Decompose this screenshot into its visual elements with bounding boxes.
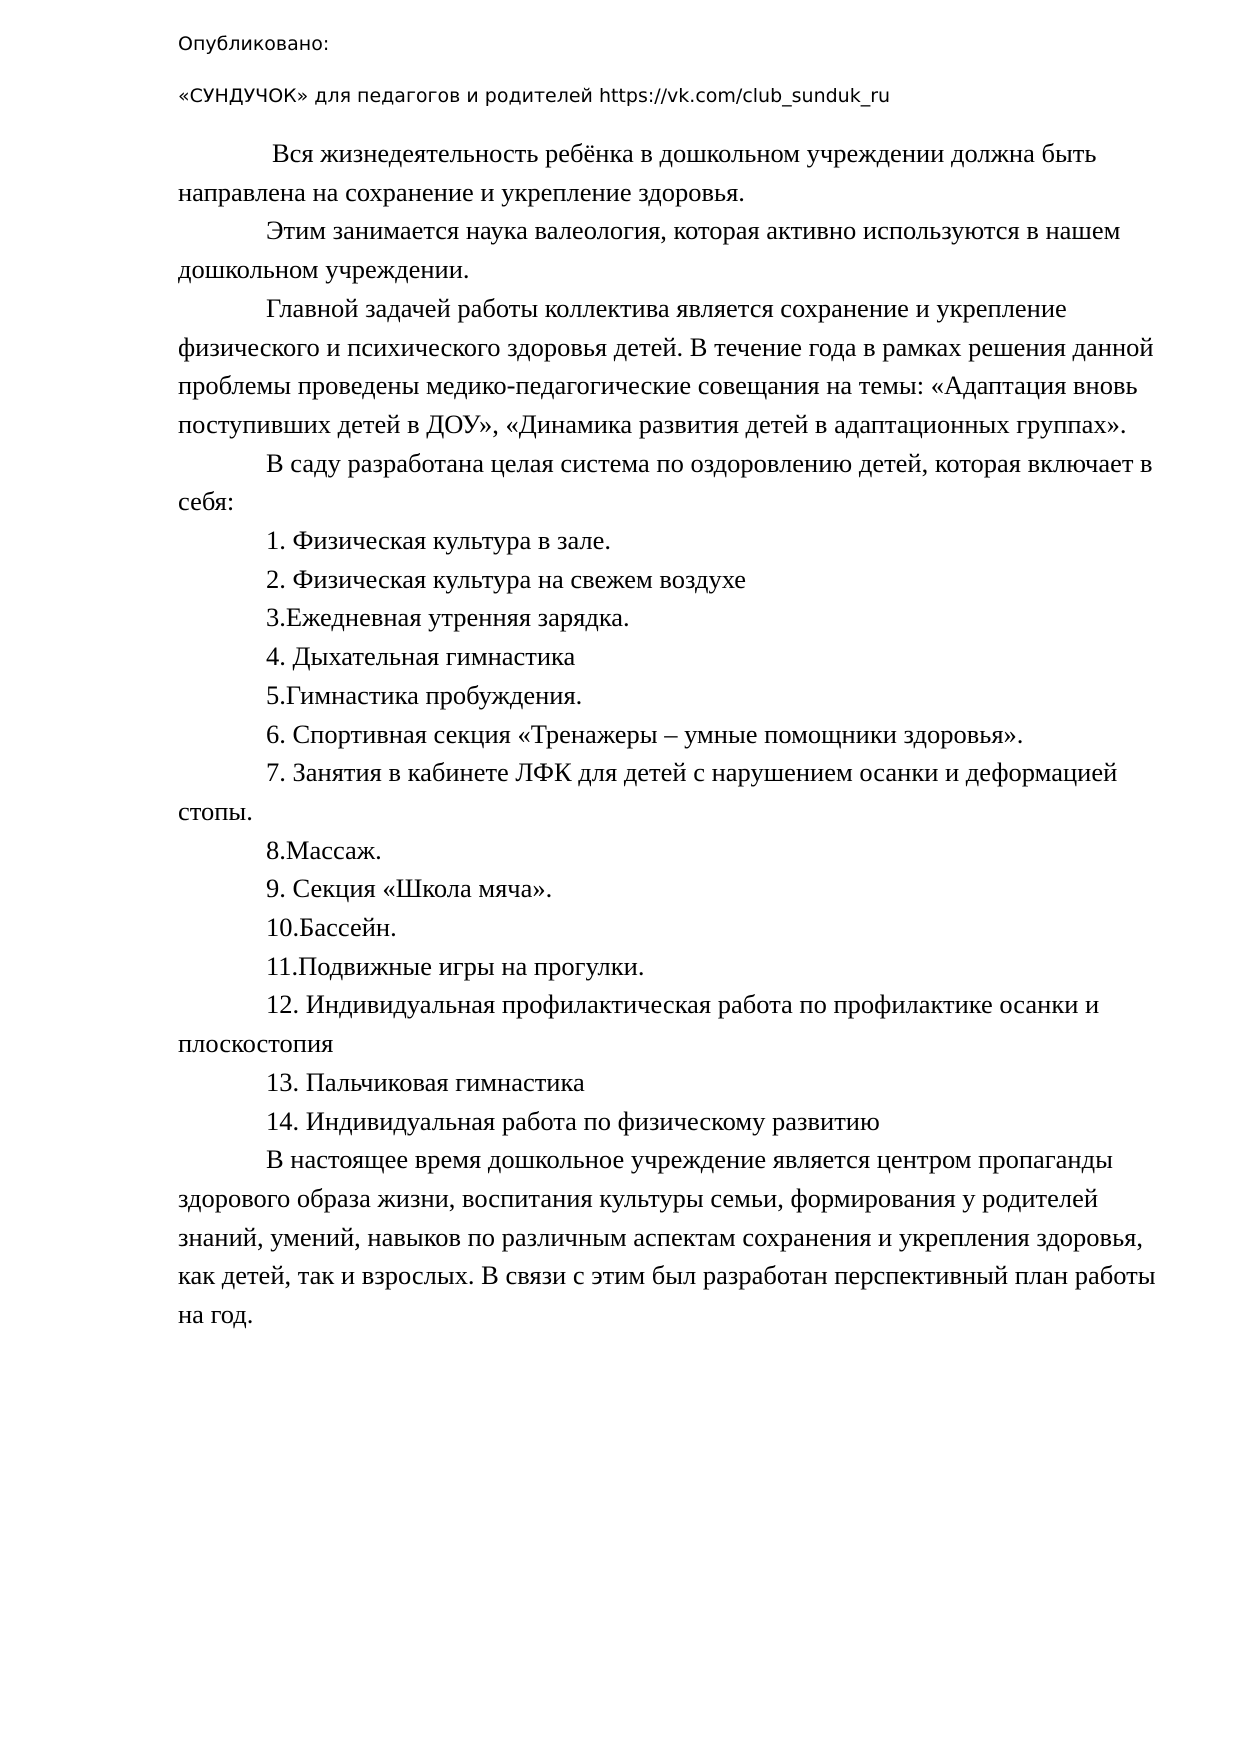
list-item: 6. Спортивная секция «Тренажеры – умные помощники здоровья». [266, 718, 1024, 749]
list-item: 1. Физическая культура в зале. [266, 525, 612, 556]
list-item: 13. Пальчиковая гимнастика [266, 1066, 585, 1097]
list-item: 10.Бассейн. [266, 912, 397, 943]
list-item: 9. Секция «Школа мяча». [266, 873, 553, 904]
list-item: 14. Индивидуальная работа по физическому развитию [266, 1105, 880, 1136]
list-item: 2. Физическая культура на свежем воздухе [266, 563, 747, 594]
intro-paragraph-1: Вся жизнедеятельность ребёнка в дошкольном учреждении должна быть направлена на сохранение и укрепление здоровья. [178, 138, 1097, 207]
list-item: 11.Подвижные игры на прогулки. [266, 950, 645, 981]
closing-paragraph: В настоящее время дошкольное учреждение является центром пропаганды здорового образа жизни, воспитания культуры семьи, формирования у родителей знаний, умений, навыков по различным аспектам сохранения и укрепления здоровья, как детей, так и взрослых. В связи с этим был разработан перспективный план работы на год. [178, 1144, 1156, 1330]
intro-paragraph-4: В саду разработана целая система по оздоровлению детей, которая включает в себя: [178, 447, 1153, 517]
list-item: 5.Гимнастика пробуждения. [266, 679, 583, 710]
list-item: 8.Массаж. [266, 834, 382, 865]
article-body [178, 134, 1168, 1334]
source-line: «СУНДУЧОК» для педагогов и родителей https://vk.com/club_sunduk_ru [178, 85, 891, 107]
intro-paragraph-3: Главной задачей работы коллектива является сохранение и укрепление физического и психического здоровья детей. В течение года в рамках решения данной проблемы проведены медико-педагогические совещания на темы: «Адаптация вновь поступивших детей в ДОУ», «Динамика развития детей в адаптационных группах». [178, 292, 1154, 439]
list-item: 4. Дыхательная гимнастика [266, 641, 576, 672]
intro-paragraph-2: Этим занимается наука валеология, которая активно используются в нашем дошкольном учреждении. [178, 215, 1121, 285]
list-item: 7. Занятия в кабинете ЛФК для детей с нарушением осанки и деформацией стопы. [178, 757, 1118, 826]
list-item: 3.Ежедневная утренняя зарядка. [266, 602, 630, 633]
list-item: 12. Индивидуальная профилактическая работа по профилактике осанки и плоскостопия [178, 989, 1100, 1059]
published-label: Опубликовано: [178, 33, 330, 55]
